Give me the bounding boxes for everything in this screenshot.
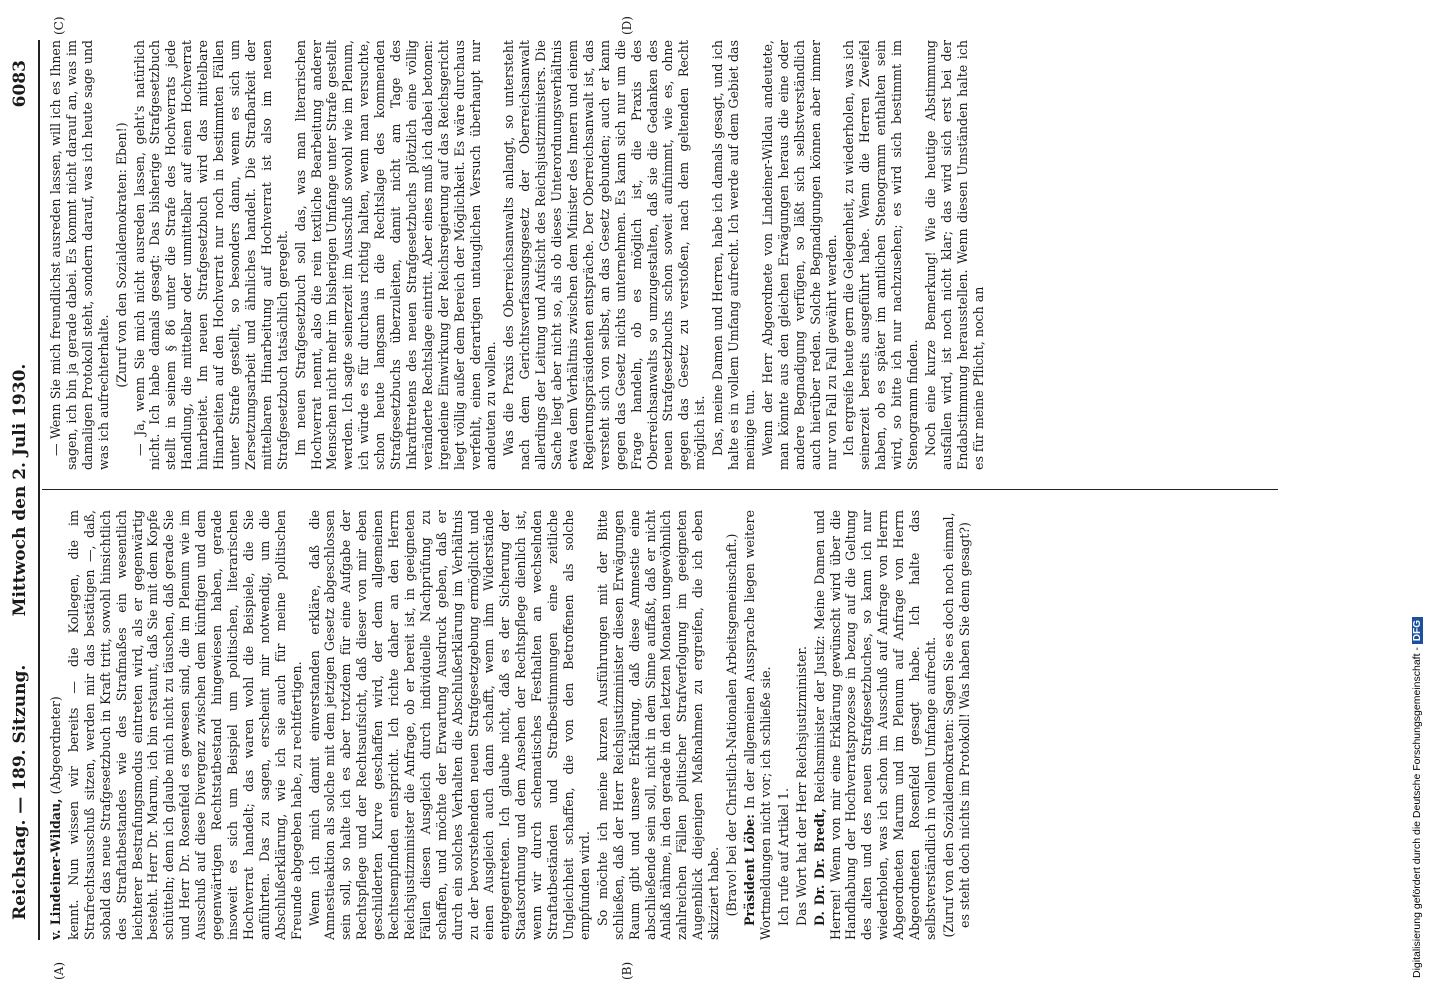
speaker-heading: v. Lindeiner-Wildau, (Abgeordneter) <box>48 696 63 940</box>
digitization-note <box>1404 0 1430 1000</box>
margin-mark-d: (D) <box>620 16 634 35</box>
interjection: (Zuruf von den Sozialdemokraten: Eben!) <box>113 122 129 388</box>
margin-mark-b: (B) <box>620 961 634 980</box>
dfg-logo: DFG <box>1412 617 1423 644</box>
funding-text: Digitalisierung gefördert durch die Deutsche Forschungsgemeinschaft - <box>1411 647 1423 978</box>
word-given: Das Wort hat der Herr Reichsjustizminister. <box>793 645 809 926</box>
paragraph: kennt. Nun wissen wir bereits — die Kollegen, die im Strafrechtsausschuß sitzen, werden mir das bestätigen —, daß, sobald das neue Strafgesetzbuch in Kraft tritt, sowohl hinsichtlich des Straftatbestandes wie des Strafmaßes ein wesentlich leichterer Bestrafungsmodus eintreten wird, als er gegenwärtig besteht. Herr Dr. Marum, ich bin erstaunt, daß Sie mit dem Kopfe schütteln; denn ich glaube mich nicht zu täuschen, daß gerade Sie und Herr Dr. Rosenfeld es gewesen sind, die im Plenum wie im Ausschuß auf diese Divergenz zwischen dem künftigen und dem gegenwärtigen Rechtstatbestand hingewiesen haben, gerade insoweit es sich um Beispiel um politischen, literarischen Hochverrat handelt; das waren wohl die Beispiele, die Sie anführten. Das zu sagen, erscheint mir notwendig, um die Abschlußerklärung, wie ich sie auch für meine politischen Freunde abgegeben habe, zu rechtfertigen. <box>65 510 304 940</box>
left-column <box>48 510 1278 940</box>
president-name: Präsident Löbe: <box>741 814 757 926</box>
president-text: In der allgemeinen Aussprache liegen weitere Wortmeldungen nicht vor; ich schließe sie. <box>741 510 773 940</box>
paragraph: Ich ergreife heute gern die Gelegenheit, zu wiederholen, was ich seinerzeit bereits ausgeführt habe. Wenn die Herren Zweifel haben, ob es später im amtlichen Stenogramm enthalten sein wird, so bitte ich nur nachzusehen; es wird sich bestimmt im Stenogramm finden. <box>841 40 921 470</box>
minister-statement <box>812 510 939 940</box>
margin-mark-c: (C) <box>52 16 66 35</box>
paragraph: Wenn der Herr Abgeordnete von Lindeiner-Wildau andeutete, man könnte aus den gleichen Erwägungen heraus die eine oder andere Begnadigung verfügen, so läßt sich selbstverständlich auch hierüber reden. Solche Begnadigungen können aber immer nur von Fall zu Fall gewährt werden. <box>759 40 839 470</box>
minister-text: Meine Damen und Herren! Wenn von mir eine Erklärung gewünscht wird über die Handhabung der Hochverratsprozesse in bezug auf die Geltung des alten und des neuen Strafgesetzbuches, so kann ich nur wiederholen, was ich schon im Ausschuß auf Anfrage von Herrn Abgeordneten Marum und im Plenum auf Anfrage von Herrn Abgeordneten Rosenfeld gesagt habe. Ich halte das selbstverständlich in vollem Umfange aufrecht. <box>811 510 938 940</box>
article-call: Ich rufe auf Artikel 1. <box>775 787 791 926</box>
paragraph: Im neuen Strafgesetzbuch soll das, was man literarischen Hochverrat nennt, also die rein textliche Bearbeitung anderer Menschen nicht mehr im bisherigen Umfange unter Strafe gestellt werden. Ich sagte seinerzeit im Ausschuß sowohl wie im Plenum, ich würde es für durchaus richtig halten, wenn man versuchte, schon heute langsam in die Rechtslage des kommenden Strafgesetzbuchs überzuleiten, damit nicht am Tage des Inkrafttretens des neuen Strafgesetzbuchs plötzlich eine völlig veränderte Rechtslage eintritt. Aber eines muß ich dabei betonen: irgendeine Einwirkung der Reichsregierung auf das Reichsgericht liegt völlig außer dem Bereich der Möglichkeit. Es wäre durchaus verfehlt, einen derartigen untauglichen Versuch überhaupt nur andeuten zu wollen. <box>292 40 499 470</box>
paragraph: So möchte ich meine kurzen Ausführungen mit der Bitte schließen, daß der Herr Reichsjustizminister diesen Erwägungen Raum gibt und unsere Erklärung, daß diese Amnestie eine abschließende sein soll, nicht in dem Sinne auffaßt, daß er nicht Anlaß nähme, in den gerade in den letzten Monaten ungewöhnlich zahlreichen Fällen politischer Strafverfolgung im geeigneten Augenblick diejenigen Maßnahmen zu ergreifen, die ich eben skizziert habe. <box>594 510 722 940</box>
paragraph: Was die Praxis des Oberreichsanwalts anlangt, so untersteht nach dem Gerichtsverfassungsgesetz der Oberreichsanwalt allerdings der Leitung und Aufsicht des Reichsjustizministers. Die Sache liegt aber nicht so, als ob dieses Unterordnungsverhältnis etwa dem Verhältnis zwischen dem Minister des Innern und einem Regierungspräsidenten entspräche. Der Oberreichsanwalt ist, das versteht sich von selbst, an das Gesetz gebunden; auch er kann gegen das Gesetz nichts unternehmen. Es kann sich nur um die Frage handeln, ob es möglich ist, die Praxis des Oberreichsanwalts so umzugestalten, daß sie die Gedanken des neuen Strafgesetzbuchs schon soweit aufnimmt, wie es, ohne gegen das Gesetz zu verstoßen, nach dem geltenden Recht möglich ist. <box>501 40 708 470</box>
paragraph: — Ja, wenn Sie mich nicht ausreden lassen, geht's natürlich nicht. Ich habe damals gesagt: Das bisherige Strafgesetzbuch stellt in seinem § 86 unter die Strafe des Hochverrats jede Handlung, die mittelbar oder unmittelbar auf einen Hochverrat hinarbeitet. Im neuen Strafgesetzbuch wird das mittelbare Hinarbeiten auf den Hochverrat nur noch in bestimmten Fällen unter Strafe gestellt, so besonders dann, wenn es sich um Zersetzungsarbeit und ähnliches handelt. Die Strafbarkeit der mittelbaren Hinarbeitung auf Hochverrat ist also im neuen Strafgesetzbuch tatsächlich geregelt. <box>131 40 290 470</box>
column-divider <box>42 489 1278 490</box>
right-column <box>48 40 1278 470</box>
speaker-role: Abgeordneter <box>48 701 63 790</box>
minister-name: D. Dr. Dr. Bredt, <box>811 808 827 926</box>
paragraph: Das, meine Damen und Herren, habe ich damals gesagt, und ich halte es in vollem Umfang aufrecht. Ich werde auf dem Gebiet das meinige tun. <box>710 40 757 470</box>
header-rule <box>38 40 40 940</box>
page-number: 6083 <box>10 60 30 108</box>
paragraph: Wenn ich mich damit einverstanden erkläre, daß die Amnestieaktion als solche mit dem jetzigen Gesetz abgeschlossen sein soll, so halte ich es aber trotzdem für eine Aufgabe der Rechtspflege und der Rechtsaufsicht, daß dieser von mir eben geschilderten Kurve geschaffen wird, der dem allgemeinen Rechtsempfinden entspricht. Ich richte daher an den Herrn Reichsjustizminister die Anfrage, ob er bereit ist, in geeigneten Fällen diesen Ausgleich durch individuelle Nachprüfung zu schaffen, und möchte der Erwartung Ausdruck geben, daß er durch ein solches Verhalten die Abschlußerklärung im Verhältnis zu der bevorstehenden neuen Strafgesetzgebung ermöglicht und einen Ausgleich auch dann schafft, wenn ihm Widerstände entgegentreten. Ich glaube nicht, daß es der Sicherung der Staatsordnung und dem Ansehen der Rechtspflege dienlich ist, wenn wir durch schematisches Festhalten an wechselnden Straftatbeständen und Strafbestimmungen eine zeitliche Ungleichheit schaffen, die von den Betroffenen als solche empfunden wird. <box>306 510 592 940</box>
margin-mark-a: (A) <box>52 961 66 980</box>
paragraph: — Wenn Sie mich freundlichst ausreden lassen, will ich es Ihnen sagen, ich bin ja gerade dabei. Es kommt nicht darauf an, was im damaligen Protokoll steht, sondern darauf, was ich heute sage und was ich aufrechterhalte. <box>48 40 111 470</box>
interjection: (Zuruf von den Sozialdemokraten: Sagen Sie es doch noch einmal, es steht doch nichts im Protokoll! Was haben Sie denn gesagt?) <box>940 512 972 938</box>
digitization-note-text <box>1411 8 1427 978</box>
page-content <box>0 16 1290 980</box>
paragraph: Noch eine kurze Bemerkung! Wie die heutige Abstimmung ausfallen wird, ist noch nicht klar; das wird sich erst bei der Endabstimmung herausstellen. Wenn diesen Umständen halte ich es für meine Pflicht, noch an <box>922 40 986 470</box>
header-date: Mittwoch den 2. Juli 1930. <box>10 363 30 617</box>
speaker-name: v. Lindeiner-Wildau, <box>48 798 63 940</box>
applause-note: (Bravo! bei der Christlich-Nationalen Arbeitsgemeinschaft.) <box>724 533 740 917</box>
minister-role: Reichsminister der Justiz: <box>811 635 827 803</box>
president-statement <box>742 510 774 940</box>
page-header <box>10 40 36 940</box>
header-session: Reichstag. — 189. Sitzung. <box>10 664 30 920</box>
